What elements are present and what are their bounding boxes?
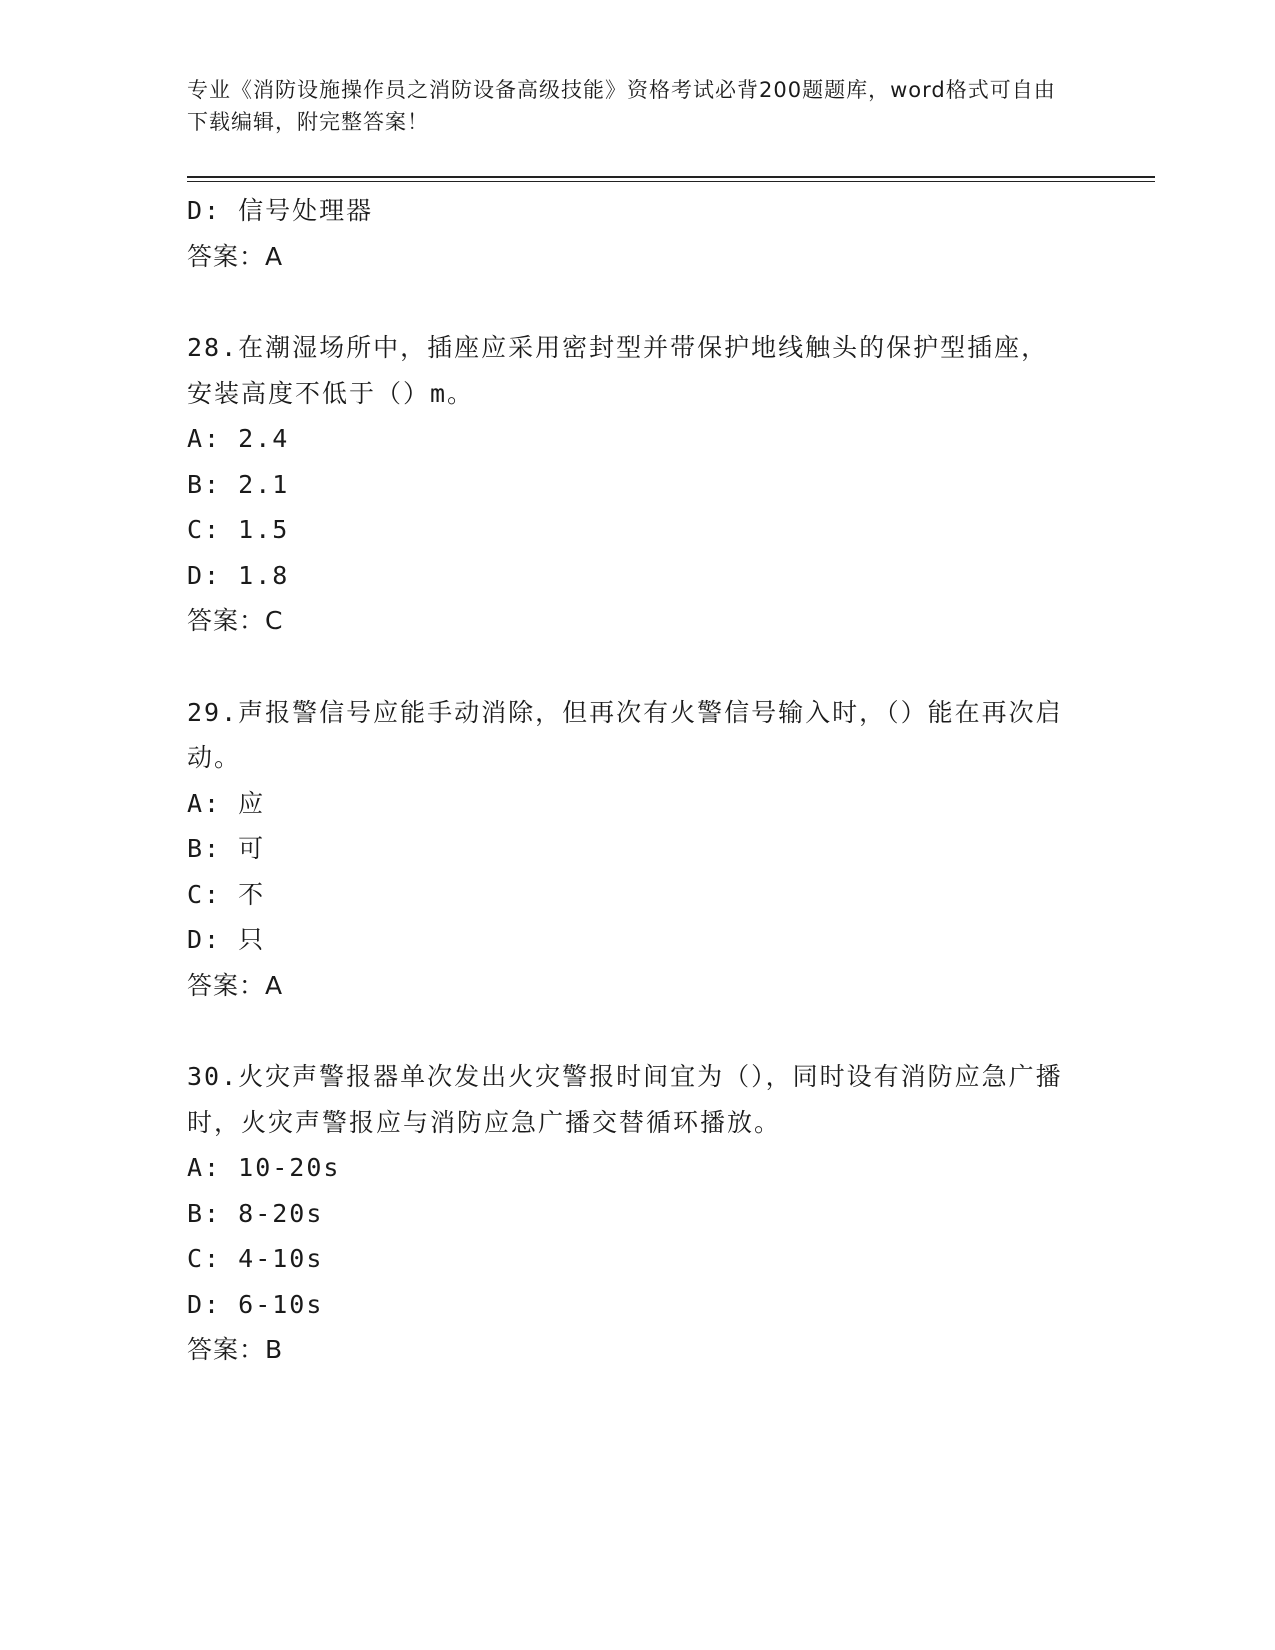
option-b: B: 8-20s (187, 1198, 324, 1228)
question-stem: 30.火灾声警报器单次发出火灾警报时间宜为（），同时设有消防应急广播时，火灾声警报应与消防应急广播交替循环播放。 (187, 1062, 1063, 1137)
option-d: D: 只 (187, 925, 266, 954)
answer: 答案：A (187, 970, 284, 1000)
answer: 答案：B (187, 1335, 284, 1364)
option-d: D: 6-10s (187, 1289, 324, 1319)
option-a: A: 2.4 (187, 424, 290, 453)
answer: 答案：C (187, 606, 284, 635)
question-29 (187, 690, 1087, 1009)
question-stem: 28.在潮湿场所中，插座应采用密封型并带保护地线触头的保护型插座，安装高度不低于（）m。 (187, 333, 1049, 408)
header-rule-thin (187, 181, 1155, 182)
answer: 答案：A (187, 241, 284, 271)
option-b: B: 2.1 (187, 469, 290, 499)
option-b: B: 可 (187, 834, 266, 863)
option-c: C: 不 (187, 879, 266, 909)
option-d: D: 1.8 (187, 560, 290, 590)
header-rule-thick (187, 176, 1155, 178)
option-a: A: 应 (187, 788, 266, 818)
option-c: C: 4-10s (187, 1244, 324, 1273)
exam-content (187, 188, 1087, 1373)
page-header: 专业《消防设施操作员之消防设备高级技能》资格考试必背200题题库，word格式可自由下载编辑，附完整答案！ (187, 78, 1056, 134)
option-d: D: 信号处理器 (187, 196, 374, 225)
option-a: A: 10-20s (187, 1153, 341, 1182)
question-30 (187, 1054, 1087, 1373)
option-c: C: 1.5 (187, 515, 290, 544)
question-28 (187, 325, 1087, 644)
question-stem: 29.声报警信号应能手动消除，但再次有火警信号输入时，（）能在再次启动。 (187, 697, 1063, 772)
